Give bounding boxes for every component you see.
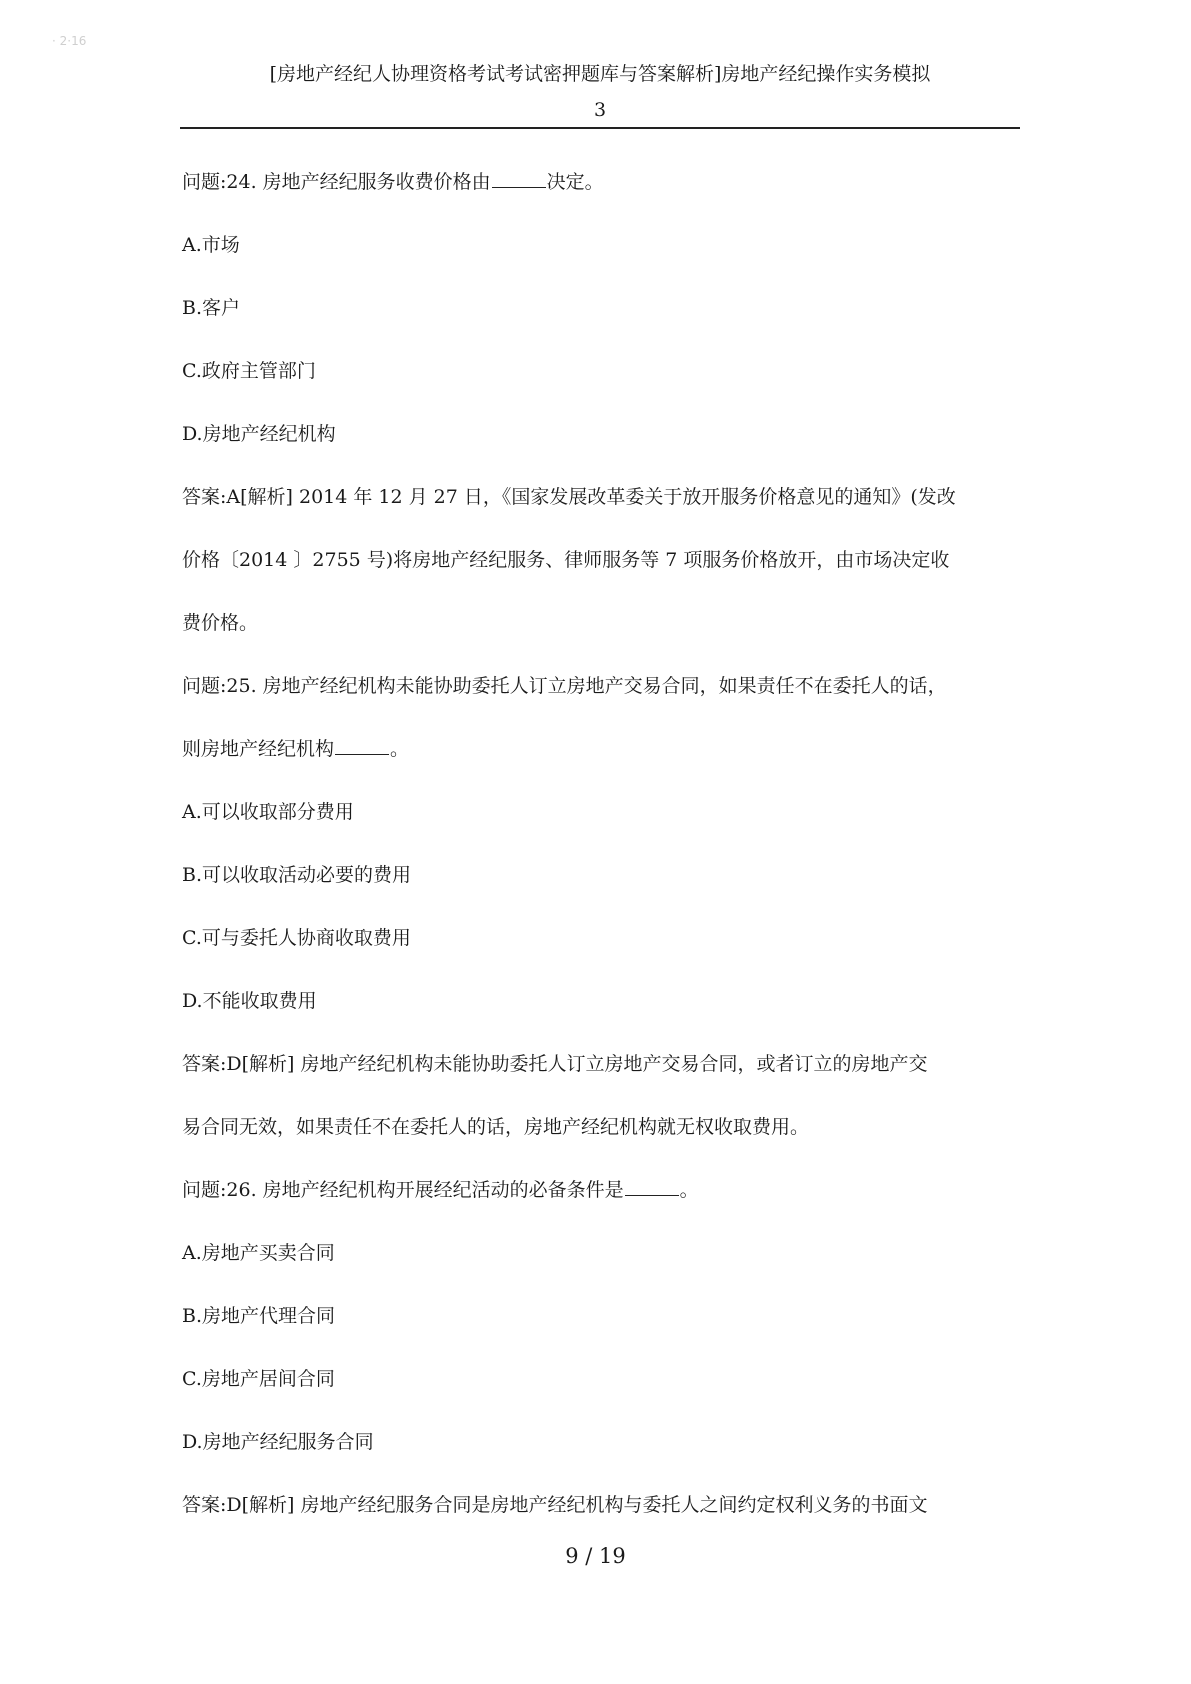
question-26-option-b: B.房地产代理合同 (182, 1305, 336, 1327)
question-26-answer-line-1: 答案:D[解析] 房地产经纪服务合同是房地产经纪机构与委托人之间约定权利义务的书面文 (182, 1494, 928, 1516)
question-25-option-d: D.不能收取费用 (182, 990, 317, 1012)
question-25-option-a: A.可以收取部分费用 (182, 801, 354, 823)
question-26-option-a: A.房地产买卖合同 (182, 1242, 335, 1264)
question-25-option-b: B.可以收取活动必要的费用 (182, 864, 412, 886)
document-body (182, 151, 1022, 1537)
question-24-option-b: B.客户 (182, 297, 241, 319)
question-24-option-a: A.市场 (182, 234, 240, 256)
question-24-option-d: D.房地产经纪机构 (182, 423, 336, 445)
question-25-answer-line-2: 易合同无效，如果责任不在委托人的话，房地产经纪机构就无权收取费用。 (182, 1116, 810, 1138)
question-24-answer-line-1: 答案:A[解析] 2014 年 12 月 27 日，《国家发展改革委关于放开服务价格意见的通知》(发改 (182, 486, 956, 508)
question-25-stem-line-1: 问题:25. 房地产经纪机构未能协助委托人订立房地产交易合同，如果责任不在委托人的话， (182, 675, 947, 697)
answer-blank (625, 1173, 679, 1196)
page-number: 9 / 19 (565, 1544, 626, 1568)
answer-blank (492, 165, 546, 188)
header-title: [房地产经纪人协理资格考试考试密押题库与答案解析]房地产经纪操作实务模拟 (269, 63, 931, 85)
question-25-answer-line-1: 答案:D[解析] 房地产经纪机构未能协助委托人订立房地产交易合同，或者订立的房地产交 (182, 1053, 928, 1075)
question-24-stem: 问题:24. 房地产经纪服务收费价格由 决定。 (182, 151, 1022, 214)
question-26-stem: 问题:26. 房地产经纪机构开展经纪活动的必备条件是 。 (182, 1159, 1022, 1222)
page-header (180, 56, 1020, 128)
header-subtitle: 3 (593, 99, 607, 121)
question-24-answer-line-2: 价格〔2014 〕2755 号)将房地产经纪服务、律师服务等 7 项服务价格放开，由市场决定收 (182, 549, 950, 571)
question-24-answer-line-3: 费价格。 (182, 612, 259, 634)
question-25-stem-line-2: 则房地产经纪机构 。 (182, 718, 1022, 781)
question-25-option-c: C.可与委托人协商收取费用 (182, 927, 411, 949)
header-divider (180, 127, 1020, 129)
question-24-option-c: C.政府主管部门 (182, 360, 316, 382)
question-26-option-d: D.房地产经纪服务合同 (182, 1431, 374, 1453)
watermark-text: · 2·16 (52, 34, 87, 48)
question-26-option-c: C.房地产居间合同 (182, 1368, 335, 1390)
answer-blank (335, 732, 389, 755)
